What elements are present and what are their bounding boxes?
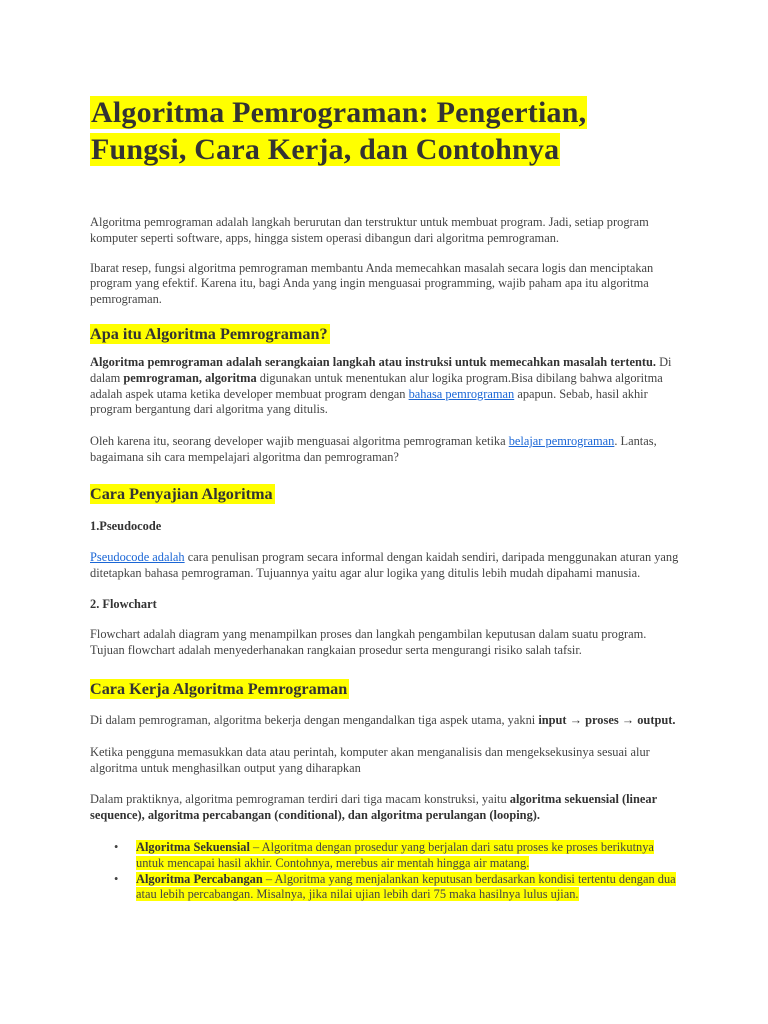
- input-proses-output: input → proses → output.: [538, 712, 676, 727]
- intro-paragraph-2: Ibarat resep, fungsi algoritma pemrograman membantu Anda memecahkan masalah secara logis dan menciptakan program yang efektif. Karena itu, bagi Anda yang ingin menguasai programming, wajib paham apa itu algoritma pemrograman.: [90, 260, 654, 307]
- flowchart-paragraph: Flowchart adalah diagram yang menampilkan proses dan langkah pengambilan keputusan dalam suatu program. Tujuan flowchart adalah menyederhanakan rangkaian prosedur serta mengurangi risiko salah tafsir.: [90, 627, 647, 658]
- link-belajar-pemrograman[interactable]: belajar pemrograman: [508, 434, 615, 449]
- list-item: • Algoritma Sekuensial – Algoritma dengan prosedur yang berjalan dari satu proses ke proses berikutnya untuk mencapai hasil akhir. Contohnya, merebus air mentah hingga air matang.: [114, 839, 654, 870]
- section-heading-what-is: Apa itu Algoritma Pemrograman?: [90, 324, 328, 343]
- definition-paragraph: Algoritma pemrograman adalah serangkaian langkah atau instruksi untuk memecahkan masalah tertentu. Di dalam pemrograman, algoritma digunakan untuk menentukan alur logika program.Bisa dibilang bahwa algoritma adalah aspek utama ketika developer membuat program dengan bahasa pemrograman apapun. Sebab, hasil akhir program bergantung dari algoritma yang ditulis.: [90, 354, 672, 417]
- article: [90, 94, 680, 903]
- bullet-icon: •: [114, 871, 119, 886]
- section-heading-penyajian: Cara Penyajian Algoritma: [90, 484, 273, 503]
- subheading-flowchart: 2. Flowchart: [90, 597, 157, 612]
- algorithm-types-list: [90, 840, 680, 903]
- link-pseudocode-adalah[interactable]: Pseudocode adalah: [90, 549, 185, 564]
- title-line-2: Fungsi, Cara Kerja, dan Contohnya: [91, 133, 560, 166]
- title-line-1: Algoritma Pemrograman: Pengertian,: [91, 96, 587, 129]
- cara-kerja-paragraph: Di dalam pemrograman, algoritma bekerja dengan mengandalkan tiga aspek utama, yakni input → proses → output.: [90, 712, 676, 727]
- pseudocode-paragraph: Pseudocode adalah cara penulisan program secara informal dengan kaidah sendiri, daripada menggunakan aturan yang ditetapkan bahasa pemrograman. Tujuannya yaitu agar alur logika yang ditulis lebih mudah dipahami manusia.: [90, 549, 679, 580]
- page-title: [90, 94, 680, 168]
- bullet-icon: •: [114, 839, 119, 854]
- intro-paragraph-1: Algoritma pemrograman adalah langkah berurutan dan terstruktur untuk membuat program. Jadi, setiap program komputer seperti software, apps, hingga sistem operasi dibangun dari algoritma pemrograman.: [90, 215, 649, 245]
- definition-bold: Algoritma pemrograman adalah serangkaian langkah atau instruksi untuk memecahkan masalah tertentu.: [90, 354, 657, 369]
- subheading-pseudocode: 1.Pseudocode: [90, 518, 162, 533]
- eksekusi-paragraph: Ketika pengguna memasukkan data atau perintah, komputer akan menganalisis dan mengeksekusinya sesuai alur algoritma untuk menghasilkan output yang diharapkan: [90, 744, 650, 775]
- section-heading-cara-kerja: Cara Kerja Algoritma Pemrograman: [90, 679, 348, 698]
- developer-paragraph: Oleh karena itu, seorang developer wajib menguasai algoritma pemrograman ketika belajar pemrograman. Lantas, bagaimana sih cara mempelajari algoritma dan pemrograman?: [90, 434, 657, 464]
- konstruksi-paragraph: Dalam praktiknya, algoritma pemrograman terdiri dari tiga macam konstruksi, yaitu algoritma sekuensial (linear sequence), algoritma percabangan (conditional), dan algoritma perulangan (looping).: [90, 792, 657, 823]
- link-bahasa-pemrograman[interactable]: bahasa pemrograman: [408, 386, 515, 401]
- list-item: • Algoritma Percabangan – Algoritma yang menjalankan keputusan berdasarkan kondisi tertentu dengan dua atau lebih percabangan. Misalnya, jika nilai ujian lebih dari 75 maka hasilnya lulus ujian.: [114, 871, 676, 902]
